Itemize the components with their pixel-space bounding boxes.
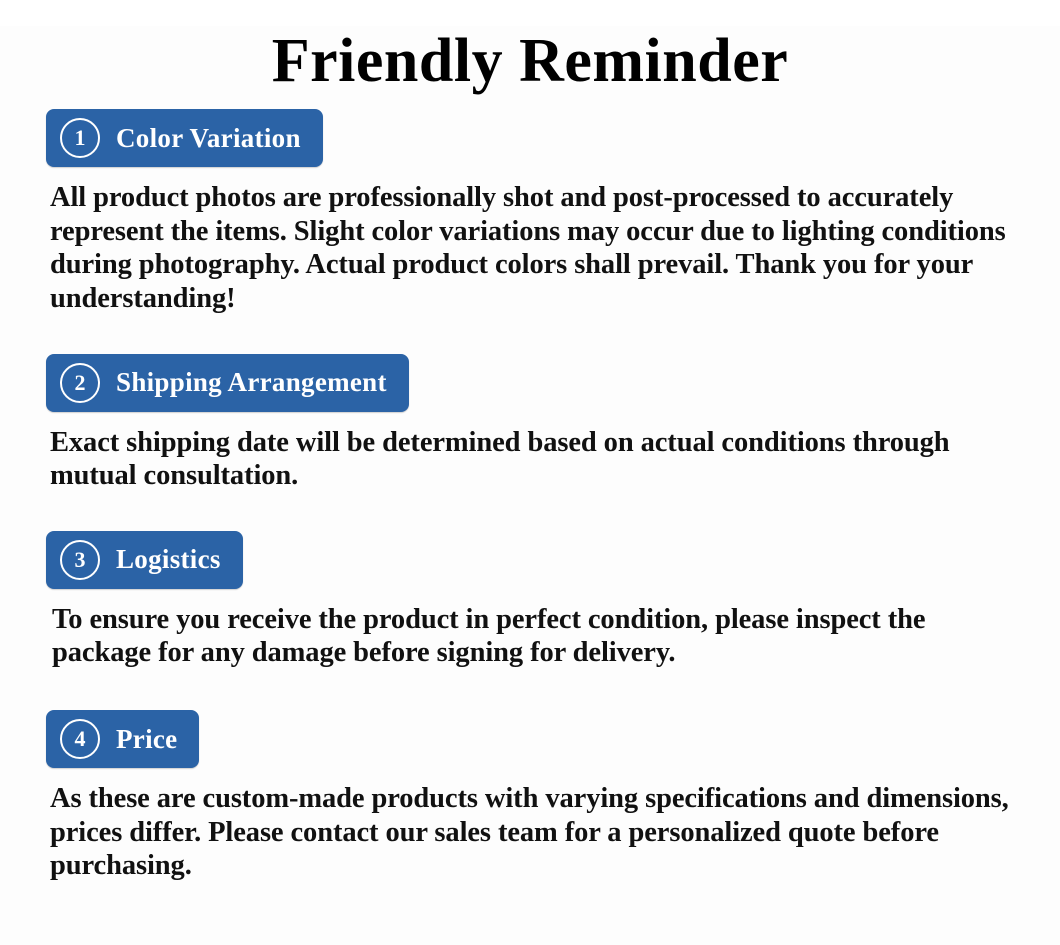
section-label-1: Color Variation (116, 122, 301, 153)
section-logistics (0, 531, 1060, 670)
section-badge-1 (46, 109, 323, 167)
section-number-1: 1 (60, 118, 100, 158)
reminder-page (0, 26, 1060, 945)
section-text-3: To ensure you receive the product in perfect condition, please inspect the package for any damage before signing for delivery. (52, 603, 926, 669)
section-color-variation (0, 109, 1060, 316)
section-badge-3 (46, 531, 243, 589)
section-price (0, 710, 1060, 883)
section-text-2: Exact shipping date will be determined based on actual conditions through mutual consultation. (50, 426, 950, 492)
section-label-4: Price (116, 723, 178, 754)
section-shipping-arrangement (0, 354, 1060, 493)
page-title: Friendly Reminder (271, 27, 789, 95)
section-text-1: All product photos are professionally shot and post-processed to accurately represent the items. Slight color variations may occur due to lighting conditions during photography. Actual product colors shall prevail. Thank you for your understanding! (50, 182, 1006, 314)
section-badge-2 (46, 354, 409, 412)
section-number-2: 2 (60, 363, 100, 403)
section-number-4: 4 (60, 719, 100, 759)
section-text-4: As these are custom-made products with varying specifications and dimensions, prices differ. Please contact our sales team for a personalized quote before purchasing. (50, 783, 1009, 882)
section-number-3: 3 (60, 540, 100, 580)
section-label-3: Logistics (116, 544, 221, 575)
section-badge-4 (46, 710, 199, 768)
section-label-2: Shipping Arrangement (116, 367, 387, 397)
